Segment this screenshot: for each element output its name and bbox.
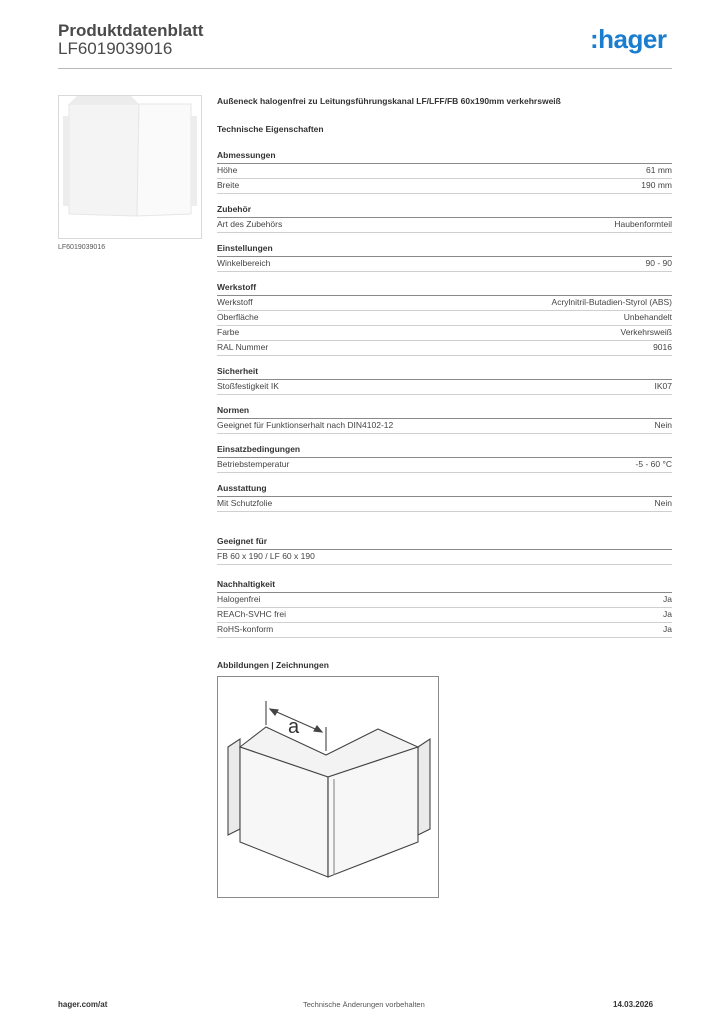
group-title: Einsatzbedingungen xyxy=(217,444,672,458)
property-value: Ja xyxy=(663,594,672,604)
property-row xyxy=(217,419,672,434)
group-safety xyxy=(217,366,672,395)
corner-piece-photo xyxy=(59,96,201,238)
property-value: Ja xyxy=(663,624,672,634)
property-row xyxy=(217,257,672,272)
property-label: Betriebstemperatur xyxy=(217,459,290,469)
property-label: Geeignet für Funktionserhalt nach DIN4102-12 xyxy=(217,420,394,430)
property-label: Winkelbereich xyxy=(217,258,271,268)
property-label: REACh-SVHC frei xyxy=(217,609,286,619)
property-value: 190 mm xyxy=(641,180,672,190)
property-row xyxy=(217,458,672,473)
product-details xyxy=(217,96,672,670)
property-row xyxy=(217,218,672,233)
dimension-label-a: a xyxy=(288,716,300,738)
group-title: Werkstoff xyxy=(217,282,672,296)
document-title: Produktdatenblatt xyxy=(58,21,204,40)
property-label: Mit Schutzfolie xyxy=(217,498,273,508)
property-row xyxy=(217,326,672,341)
section-title-technical: Technische Eigenschaften xyxy=(217,124,324,134)
group-material xyxy=(217,282,672,356)
group-accessory xyxy=(217,204,672,233)
property-value: -5 - 60 °C xyxy=(635,459,672,469)
property-label: Höhe xyxy=(217,165,238,175)
property-row xyxy=(217,311,672,326)
property-row xyxy=(217,380,672,395)
property-label: Werkstoff xyxy=(217,297,253,307)
property-value: Acrylnitril-Butadien-Styrol (ABS) xyxy=(551,297,672,307)
property-value: Nein xyxy=(654,498,672,508)
property-row xyxy=(217,164,672,179)
footer-disclaimer: Technische Änderungen vorbehalten xyxy=(303,1000,425,1009)
group-title: Geeignet für xyxy=(217,536,672,550)
technical-drawing xyxy=(217,676,439,898)
property-row xyxy=(217,296,672,311)
group-sustainability xyxy=(217,579,672,638)
property-row xyxy=(217,341,672,356)
property-label: Art des Zubehörs xyxy=(217,219,283,229)
group-title: Sicherheit xyxy=(217,366,672,380)
group-standards xyxy=(217,405,672,434)
group-settings xyxy=(217,243,672,272)
property-row xyxy=(217,550,672,565)
property-label: RAL Nummer xyxy=(217,342,269,352)
property-row xyxy=(217,497,672,512)
property-value: Unbehandelt xyxy=(623,312,672,322)
product-image-caption: LF6019039016 xyxy=(58,244,106,251)
property-label: Stoßfestigkeit IK xyxy=(217,381,279,391)
property-value: Verkehrsweiß xyxy=(620,327,672,337)
group-title: Abmessungen xyxy=(217,150,672,164)
drawings-title: Abbildungen | Zeichnungen xyxy=(217,660,329,670)
hager-logo: :hager xyxy=(590,24,667,54)
property-label: Breite xyxy=(217,180,240,190)
property-value: 90 - 90 xyxy=(645,258,672,268)
product-title: Außeneck halogenfrei zu Leitungsführungskanal LF/LFF/FB 60x190mm verkehrsweiß xyxy=(217,96,561,106)
group-title: Nachhaltigkeit xyxy=(217,579,672,593)
group-title: Normen xyxy=(217,405,672,419)
footer-date: 14.03.2026 xyxy=(613,1000,654,1009)
property-label: RoHS-konform xyxy=(217,624,274,634)
group-title: Einstellungen xyxy=(217,243,672,257)
property-row xyxy=(217,608,672,623)
property-label: Halogenfrei xyxy=(217,594,261,604)
property-label: FB 60 x 190 / LF 60 x 190 xyxy=(217,551,315,561)
property-label: Farbe xyxy=(217,327,240,337)
group-title: Zubehör xyxy=(217,204,672,218)
property-value: Haubenformteil xyxy=(614,219,672,229)
property-value: 9016 xyxy=(653,342,672,352)
property-value: Ja xyxy=(663,609,672,619)
corner-drawing-svg xyxy=(218,677,438,897)
property-value: 61 mm xyxy=(646,165,672,175)
property-row xyxy=(217,179,672,194)
property-row xyxy=(217,623,672,638)
header-divider xyxy=(58,68,672,69)
footer-website[interactable]: hager.com/at xyxy=(58,1000,108,1009)
property-value: IK07 xyxy=(654,381,672,391)
group-dimensions xyxy=(217,150,672,194)
property-row xyxy=(217,593,672,608)
group-operating-conditions xyxy=(217,444,672,473)
group-title: Ausstattung xyxy=(217,483,672,497)
article-number: LF6019039016 xyxy=(58,39,173,58)
property-value: Nein xyxy=(654,420,672,430)
property-label: Oberfläche xyxy=(217,312,259,322)
group-suitable-for xyxy=(217,536,672,565)
product-image xyxy=(58,95,202,239)
group-equipment xyxy=(217,483,672,512)
